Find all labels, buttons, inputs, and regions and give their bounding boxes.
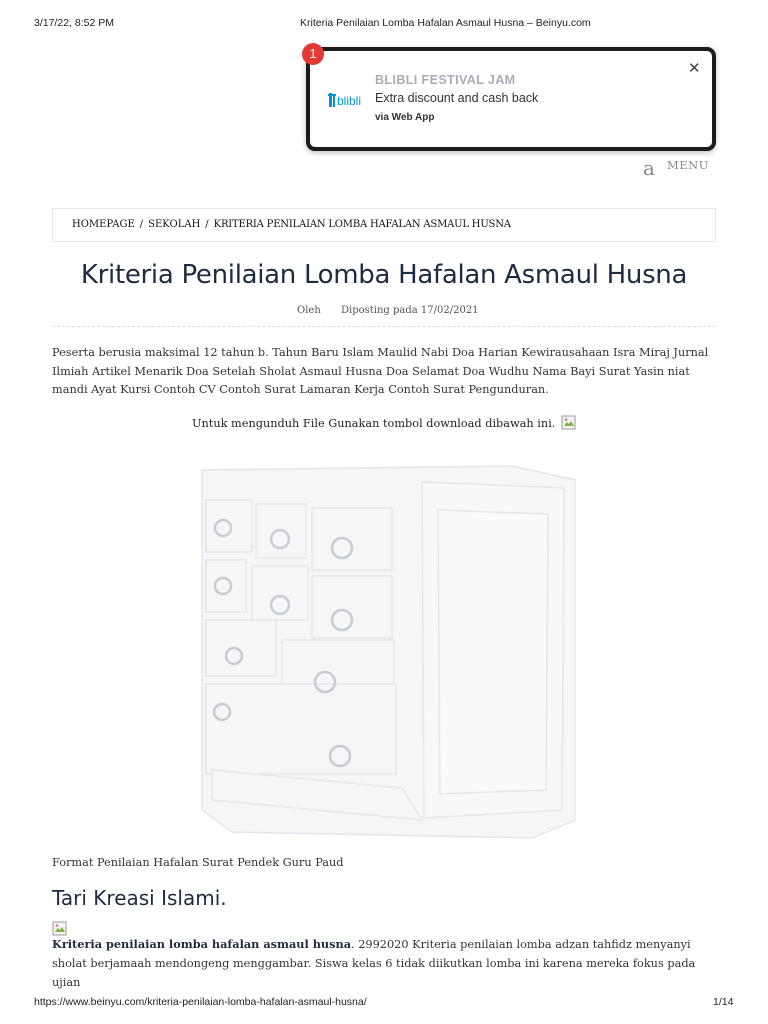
posted-date: Diposting pada 17/02/2021 (341, 305, 479, 316)
download-instruction (0, 415, 768, 430)
print-doc-title: Kriteria Penilaian Lomba Hafalan Asmaul Husna – Beinyu.com (300, 17, 591, 29)
broken-image-icon[interactable] (561, 415, 576, 430)
keyword-bold: Kriteria penilaian lomba hafalan asmaul husna (52, 937, 352, 951)
dresser-image (192, 460, 576, 840)
image-caption: Format Penilaian Hafalan Surat Pendek Guru Paud (52, 856, 344, 869)
notification-count-badge: 1 (302, 43, 324, 65)
svg-text:blibli: blibli (337, 94, 362, 108)
breadcrumb-category-link[interactable]: SEKOLAH (148, 219, 201, 230)
search-icon[interactable]: a (643, 156, 655, 180)
breadcrumb-current: KRITERIA PENILAIAN LOMBA HAFALAN ASMAUL HUSNA (213, 219, 511, 230)
print-url: https://www.beinyu.com/kriteria-penilaian-lomba-hafalan-asmaul-husna/ (34, 996, 367, 1008)
breadcrumb-separator: / (205, 219, 209, 230)
body-text: . 2992020 Kriteria penilaian lomba adzan tahfidz menyanyi sholat berjamaah mendongeng menggambar. Siswa kelas 6 tidak diikutkan lomba ini karena mereka fokus pada ujian (52, 938, 696, 989)
section-heading: Tari Kreasi Islami. (52, 886, 227, 910)
breadcrumb-separator: / (139, 219, 144, 230)
print-timestamp: 3/17/22, 8:52 PM (34, 17, 114, 29)
author-label: Oleh (297, 305, 321, 316)
notification-body: Extra discount and cash back (375, 91, 539, 105)
page-title: Kriteria Penilaian Lomba Hafalan Asmaul Husna (80, 260, 688, 290)
notification-title: BLIBLI FESTIVAL JAM (375, 73, 516, 87)
breadcrumb-home-link[interactable]: HOMEPAGE (72, 219, 135, 230)
notification-source: via Web App (375, 112, 435, 123)
print-page-number: 1/14 (713, 996, 734, 1008)
breadcrumb (52, 208, 716, 242)
close-icon[interactable]: ✕ (688, 60, 701, 77)
body-paragraph (52, 935, 718, 992)
push-notification[interactable] (306, 47, 716, 151)
menu-button[interactable]: MENU (667, 158, 709, 172)
download-text: Untuk mengunduh File Gunakan tombol download dibawah ini. (192, 417, 556, 430)
divider (52, 326, 716, 327)
intro-paragraph: Peserta berusia maksimal 12 tahun b. Tahun Baru Islam Maulid Nabi Doa Harian Kewirausahaan Isra Miraj Jurnal Ilmiah Artikel Menarik Doa Setelah Sholat Asmaul Husna Doa Selamat Doa Wudhu Nama Bayi Surat Yasin niat mandi Ayat Kursi Contoh CV Contoh Surat Lamaran Kerja Contoh Surat Pengunduran. (52, 346, 709, 396)
blibli-logo-icon (328, 88, 364, 110)
